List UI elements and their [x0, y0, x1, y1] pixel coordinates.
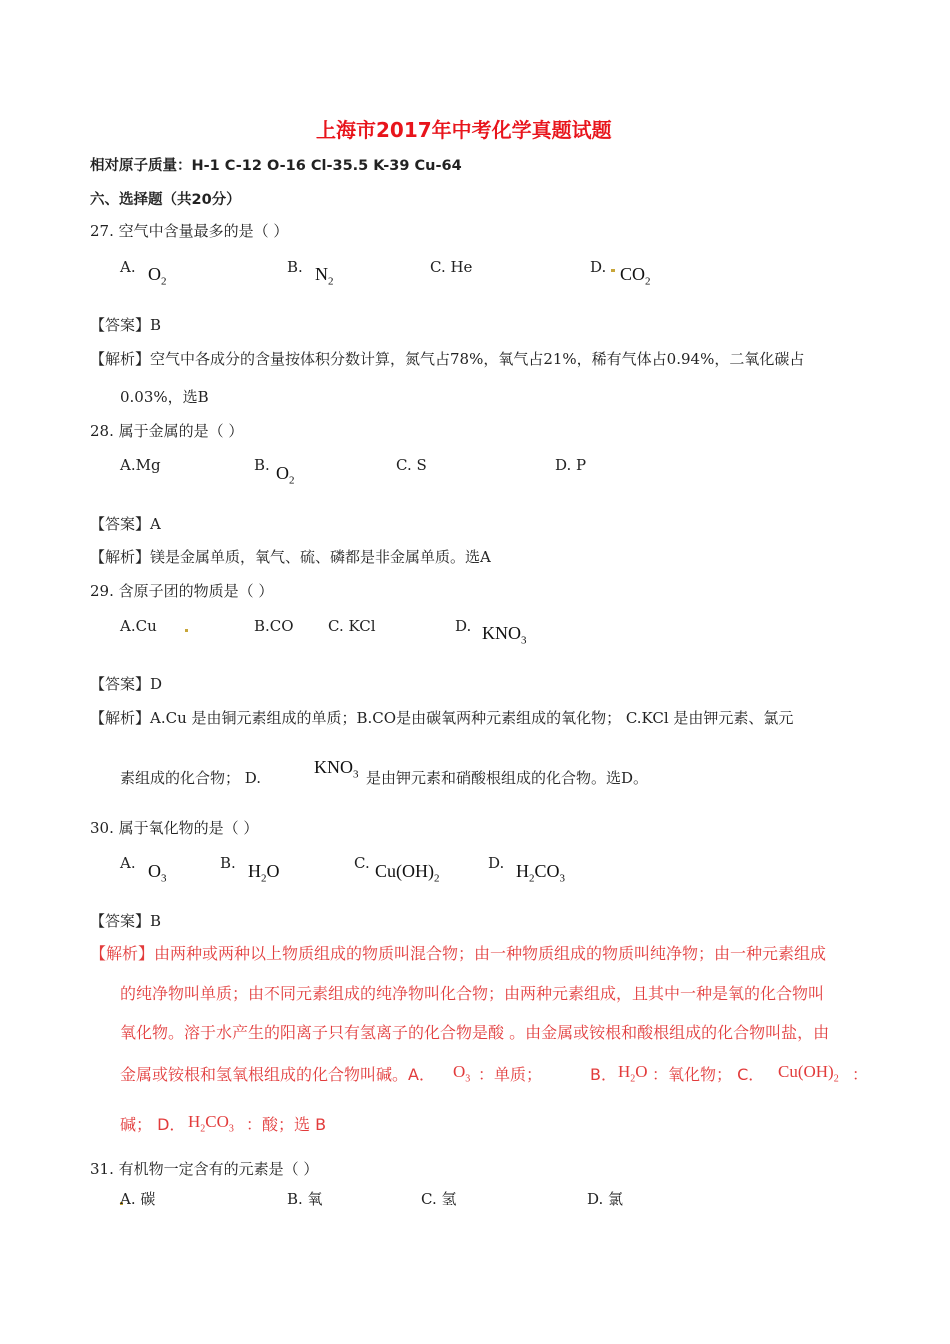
q30-option-c-formula: $Cu(OH)_2$	[375, 861, 440, 885]
speck-mark	[611, 269, 615, 272]
q30-option-d-formula: $H_2CO_3$	[516, 861, 566, 885]
q29-option-d-label: D.	[455, 617, 472, 635]
q29-option-d-formula: $KNO_3$	[482, 623, 527, 647]
q31-option-d: D. 氯	[587, 1190, 624, 1208]
q29-option-b: B.CO	[254, 617, 294, 635]
q28-answer: 【答案】A	[90, 515, 161, 533]
q31-stem: 31. 有机物一定含有的元素是（ ）	[90, 1160, 319, 1178]
q31-option-b: B. 氧	[287, 1190, 323, 1208]
q27-option-a-label: A.	[120, 258, 136, 276]
q30-analysis-h2co3: $H_2CO_3$	[188, 1112, 234, 1135]
q29-analysis-formula: $KNO_3$	[314, 757, 359, 781]
q29-answer: 【答案】D	[90, 675, 163, 693]
q27-option-a-formula: $O_2$	[148, 264, 167, 288]
q30-option-d-label: D.	[488, 854, 505, 872]
atomic-mass-line: 相对原子质量：H-1 C-12 O-16 Cl-35.5 K-39 Cu-64	[90, 158, 462, 174]
q30-analysis-line3: 氧化物。溶于水产生的阳离子只有氢离子的化合物是酸 。由金属或铵根和酸根组成的化合物叫盐，由	[120, 1023, 830, 1042]
q30-analysis-h2o: $H_2O$	[618, 1062, 648, 1085]
q30-analysis-line4-start: 金属或铵根和氢氧根组成的化合物叫碱。A．	[120, 1065, 435, 1084]
q27-analysis-line1: 【解析】空气中各成分的含量按体积分数计算，氮气占78%，氧气占21%，稀有气体占0.94%，二氧化碳占	[90, 350, 805, 368]
q28-analysis: 【解析】镁是金属单质，氧气、硫、磷都是非金属单质。选A	[90, 548, 491, 566]
q29-stem: 29. 含原子团的物质是（ ）	[90, 582, 274, 600]
q29-analysis-line2-end: 是由钾元素和硝酸根组成的化合物。选D。	[366, 769, 649, 787]
q30-stem: 30. 属于氧化物的是（ ）	[90, 819, 259, 837]
q28-option-d: D. P	[555, 456, 587, 474]
q30-analysis-line4-single: ：单质；	[478, 1065, 543, 1084]
q31-option-c: C. 氢	[421, 1190, 457, 1208]
q27-option-b-label: B.	[287, 258, 303, 276]
q30-option-a-label: A.	[120, 854, 136, 872]
q28-stem: 28. 属于金属的是（ ）	[90, 422, 244, 440]
q30-analysis-line4-end: ：	[852, 1065, 869, 1084]
speck-mark	[185, 629, 188, 632]
q30-analysis-line2: 的纯净物叫单质；由不同元素组成的纯净物叫化合物；由两种元素组成，且其中一种是氧的化合物叫	[120, 984, 825, 1003]
q30-option-a-formula: $O_3$	[148, 861, 167, 885]
q30-answer: 【答案】B	[90, 912, 162, 930]
q28-option-a: A.Mg	[120, 456, 161, 474]
q27-option-b-formula: $N_2$	[315, 264, 334, 288]
q27-answer: 【答案】B	[90, 316, 162, 334]
q29-option-c: C. KCl	[328, 617, 376, 635]
q30-analysis-line4-b: B．	[590, 1065, 617, 1084]
q30-analysis-line5-start: 碱； D．	[120, 1115, 186, 1134]
q30-analysis-o3: $O_3$	[453, 1062, 471, 1085]
q28-option-c: C. S	[396, 456, 427, 474]
q30-option-b-label: B.	[220, 854, 236, 872]
q27-stem: 27. 空气中含量最多的是（ ）	[90, 222, 289, 240]
q30-analysis-line5-end: ：酸；选 B	[246, 1115, 327, 1134]
q27-option-d-formula: $CO_2$	[620, 264, 651, 288]
q29-analysis-line1: 【解析】A.Cu 是由铜元素组成的单质；B.CO是由碳氧两种元素组成的氧化物； C.KCl 是由钾元素、氯元	[90, 709, 794, 727]
q30-option-b-formula: $H_2O$	[248, 861, 280, 885]
q30-option-c-label: C.	[354, 854, 370, 872]
q31-option-a: A. 碳	[120, 1190, 156, 1208]
page-title: 上海市2017年中考化学真题试题	[316, 118, 612, 142]
q30-analysis-line4-oxide: ：氧化物； C．	[652, 1065, 765, 1084]
q30-analysis-line1: 【解析】由两种或两种以上物质组成的物质叫混合物；由一种物质组成的物质叫纯净物；由一种元素组成	[90, 944, 827, 963]
q29-option-a: A.Cu	[120, 617, 157, 635]
q29-analysis-line2-start: 素组成的化合物； D.	[120, 769, 262, 787]
q28-option-b-label: B.	[254, 456, 270, 474]
q27-option-d-label: D.	[590, 258, 607, 276]
q27-analysis-line2: 0.03%，选B	[120, 388, 209, 406]
section-heading: 六、选择题（共20分）	[90, 192, 241, 208]
q27-option-c: C. He	[430, 258, 473, 276]
q30-analysis-cuoh2: $Cu(OH)_2$	[778, 1062, 839, 1085]
q28-option-b-formula: $O_2$	[276, 463, 295, 487]
